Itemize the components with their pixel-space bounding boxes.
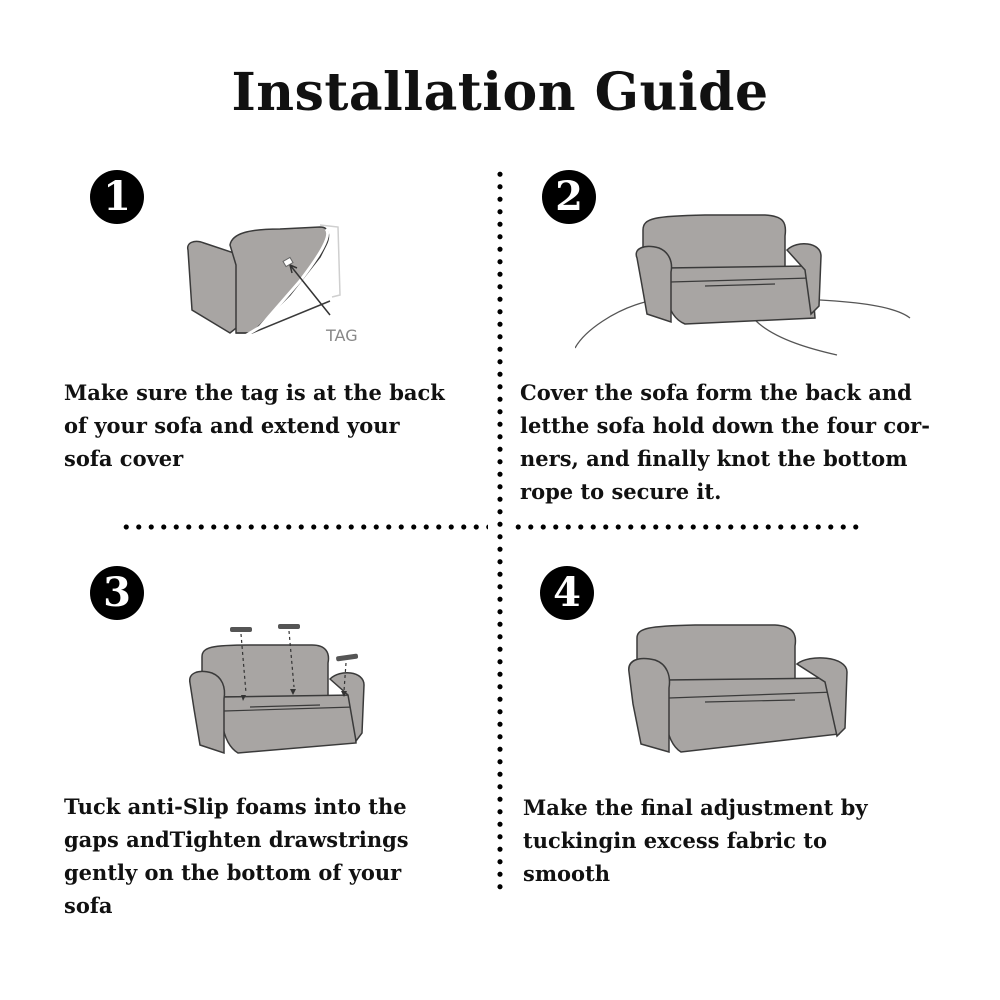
step-3-sofa-foams-illustration [180, 615, 380, 765]
step-3-line-2: gaps andTighten drawstrings [64, 827, 409, 852]
step-2-number-badge: 2 [542, 170, 596, 224]
step-1-caption [64, 376, 445, 475]
step-4-line-3: smooth [523, 861, 611, 886]
step-2-line-2: letthe sofa hold down the four cor- [520, 413, 930, 438]
step-4-line-2: tuckingin excess fabric to [523, 828, 827, 853]
step-3-line-1: Tuck anti-Slip foams into the [64, 794, 407, 819]
horizontal-dotted-divider-left [120, 524, 488, 530]
page-title: Installation Guide [231, 62, 769, 123]
step-3-number-badge: 3 [90, 566, 144, 620]
step-1-line-1: Make sure the tag is at the back [64, 380, 445, 405]
step-3-line-4: sofa [64, 893, 113, 918]
step-2-line-1: Cover the sofa form the back and [520, 380, 912, 405]
step-1-number-badge: 1 [90, 170, 144, 224]
step-4-finished-sofa-illustration [625, 620, 855, 765]
vertical-dotted-divider [497, 168, 503, 890]
step-3-line-3: gently on the bottom of your [64, 860, 402, 885]
step-2-line-3: ners, and finally knot the bottom [520, 446, 908, 471]
step-1-line-2: of your sofa and extend your [64, 413, 400, 438]
step-1-sofa-tag-illustration [180, 215, 370, 355]
step-1-line-3: sofa cover [64, 446, 184, 471]
step-2-caption [520, 376, 930, 508]
step-3-caption [64, 790, 409, 922]
step-4-line-1: Make the final adjustment by [523, 795, 868, 820]
horizontal-dotted-divider-right [512, 524, 864, 530]
step-2-sofa-ropes-illustration [575, 210, 915, 365]
tag-label: TAG [326, 326, 358, 345]
step-4-number-badge: 4 [540, 566, 594, 620]
step-2-line-4: rope to secure it. [520, 479, 722, 504]
step-4-caption [523, 791, 868, 890]
